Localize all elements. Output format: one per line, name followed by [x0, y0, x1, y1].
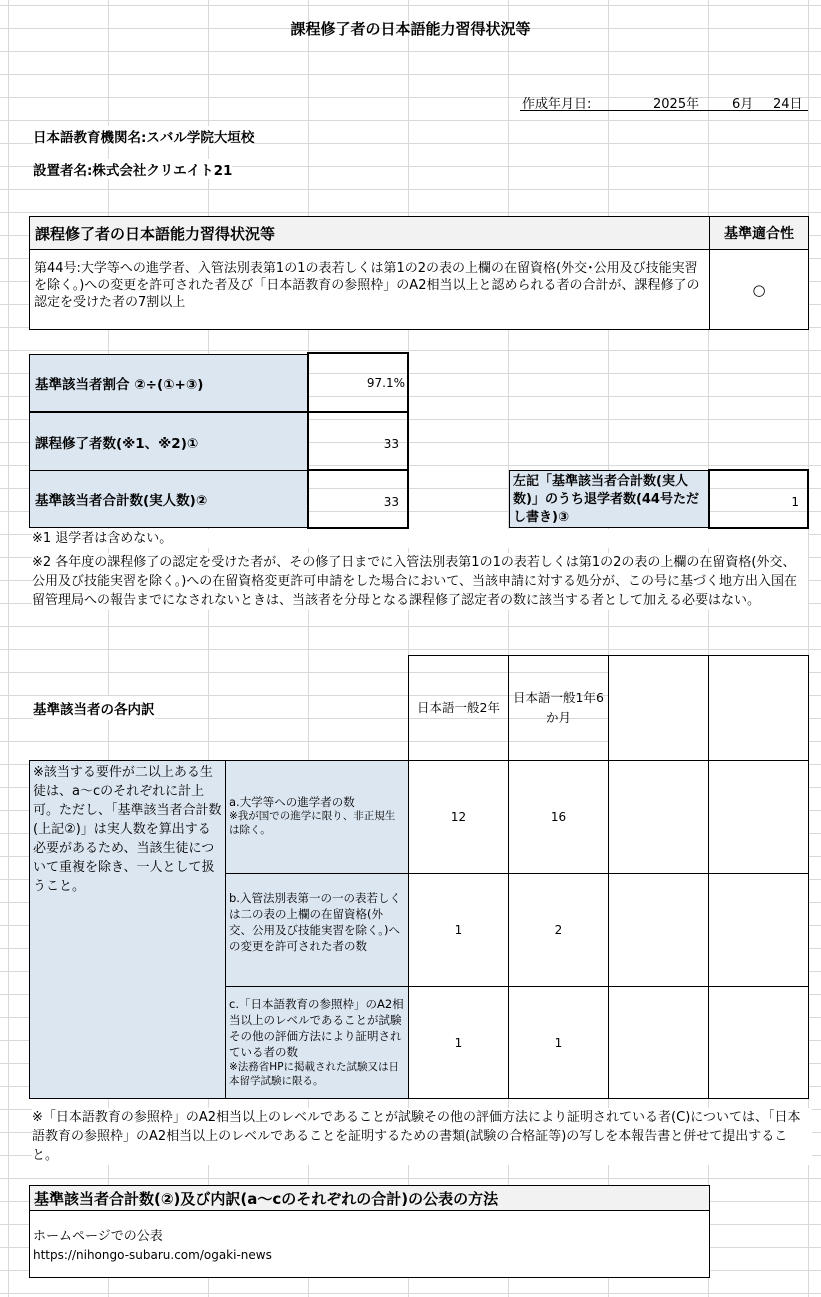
date-label: 作成年月日: [522, 97, 592, 112]
institution-name: 日本語教育機関名:スバル学院大垣校 [33, 126, 254, 146]
completed-label: 課程修了者数(※1、※2)① [29, 412, 309, 471]
row-a-title: a.大学等への進学者の数 [229, 795, 355, 809]
note-2: ※2 各年度の課程修了の認定を受けた者が、その修了日までに入管法別表第1の1の表若しくは第1の2の表の上欄の在留資格(外交、公用及び技能実習を除く。)への在留資格変更許可申請をした場合において、当該申請に対する処分が、この号に基づく地方出入国在留管理局への報告までになされないときは、当該者を分母となる課程修了認定者の数に該当する者として加える必要はない。 [32, 553, 808, 610]
row-a-value-2: 16 [508, 760, 609, 874]
withdrawn-value: 1 [708, 469, 809, 529]
row-b-empty-1 [608, 873, 709, 987]
row-a-empty-2 [708, 760, 809, 874]
row-b-value-2: 2 [508, 873, 609, 987]
completed-value: 33 [307, 411, 409, 471]
row-c-sub: ※法務省HPに掲載された試験又は日本留学試験に限る。 [229, 1061, 400, 1087]
col-header-2yr: 日本語一般2年 [408, 655, 509, 761]
col-header-empty-2 [708, 655, 809, 761]
row-a-sub: ※我が国での進学に限り、非正規生は除く。 [229, 810, 396, 836]
compliance-mark: ○ [709, 249, 809, 330]
publication-url: https://nihongo-subaru.com/ogaki-news [33, 1248, 272, 1262]
eligible-value: 33 [307, 469, 409, 529]
ratio-label: 基準該当者割合 ②÷(①+③) [29, 354, 309, 412]
row-c-value-2: 1 [508, 986, 609, 1099]
row-a-value-1: 12 [408, 760, 509, 874]
row-a-label [225, 760, 409, 874]
row-c-label [225, 986, 409, 1099]
breakdown-header: 基準該当者の各内訳 [33, 696, 155, 720]
row-c-empty-1 [608, 986, 709, 1099]
col-header-1yr6m: 日本語一般1年6か月 [508, 655, 609, 761]
row-b-value-1: 1 [408, 873, 509, 987]
row-c-value-1: 1 [408, 986, 509, 1099]
publication-method: ホームページでの公表 [33, 1229, 163, 1244]
criteria-text: 第44号:大学等への進学者、入管法別表第1の1の表若しくは第1の2の表の上欄の在留資格(外交･公用及び技能実習を除く。)への変更を許可された者及び「日本語教育の参照枠」のA2相当以上と認められる者の合計が、課程修了の認定を受けた者の7割以上 [29, 249, 710, 330]
date-day: 24日 [773, 97, 803, 112]
compliance-header: 基準適合性 [709, 216, 809, 250]
row-b-title: b.入管法別表第一の一の表若しくは二の表の上欄の在留資格(外交、公用及び技能実習を除く。)への変更を許可された者の数 [229, 891, 401, 953]
ratio-value: 97.1% [307, 352, 409, 413]
row-b-empty-2 [708, 873, 809, 987]
note-1: ※1 退学者は含めない。 [32, 529, 808, 548]
row-c-empty-2 [708, 986, 809, 1099]
creation-date [520, 92, 808, 111]
withdrawn-label: 左記「基準該当者合計数(実人数)」のうち退学者数(44号ただし書き)③ [509, 470, 710, 528]
date-month: 6月 [732, 97, 754, 112]
row-b-label [225, 873, 409, 987]
publication-body [29, 1210, 710, 1278]
row-a-empty-1 [608, 760, 709, 874]
publication-header: 基準該当者合計数(②)及び内訳(a～cのそれぞれの合計)の公表の方法 [29, 1185, 710, 1211]
page-title: 課程修了者の日本語能力習得状況等 [290, 20, 531, 38]
breakdown-side-note: ※該当する要件が二以上ある生徒は、a～cのそれぞれに計上可。ただし、「基準該当者合計数(上記②)」は実人数を算出する必要があるため、当該生徒について重複を除き、一人として扱うこと。 [29, 760, 226, 1099]
criteria-header: 課程修了者の日本語能力習得状況等 [29, 216, 710, 250]
eligible-label: 基準該当者合計数(実人数)② [29, 470, 309, 528]
row-c-title: c.「日本語教育の参照枠」のA2相当以上のレベルであることが試験その他の評価方法により証明されている者の数 [229, 997, 404, 1059]
col-header-empty-1 [608, 655, 709, 761]
note-3: ※「日本語教育の参照枠」のA2相当以上のレベルであることが試験その他の評価方法により証明されている者(C)については、「日本語教育の参照枠」のA2相当以上のレベルであることを証明するための書類(試験の合格証等)の写しを本報告書と併せて提出すること。 [32, 1108, 812, 1165]
founder-name: 設置者名:株式会社クリエイト21 [33, 159, 232, 179]
date-year: 2025年 [653, 97, 700, 112]
